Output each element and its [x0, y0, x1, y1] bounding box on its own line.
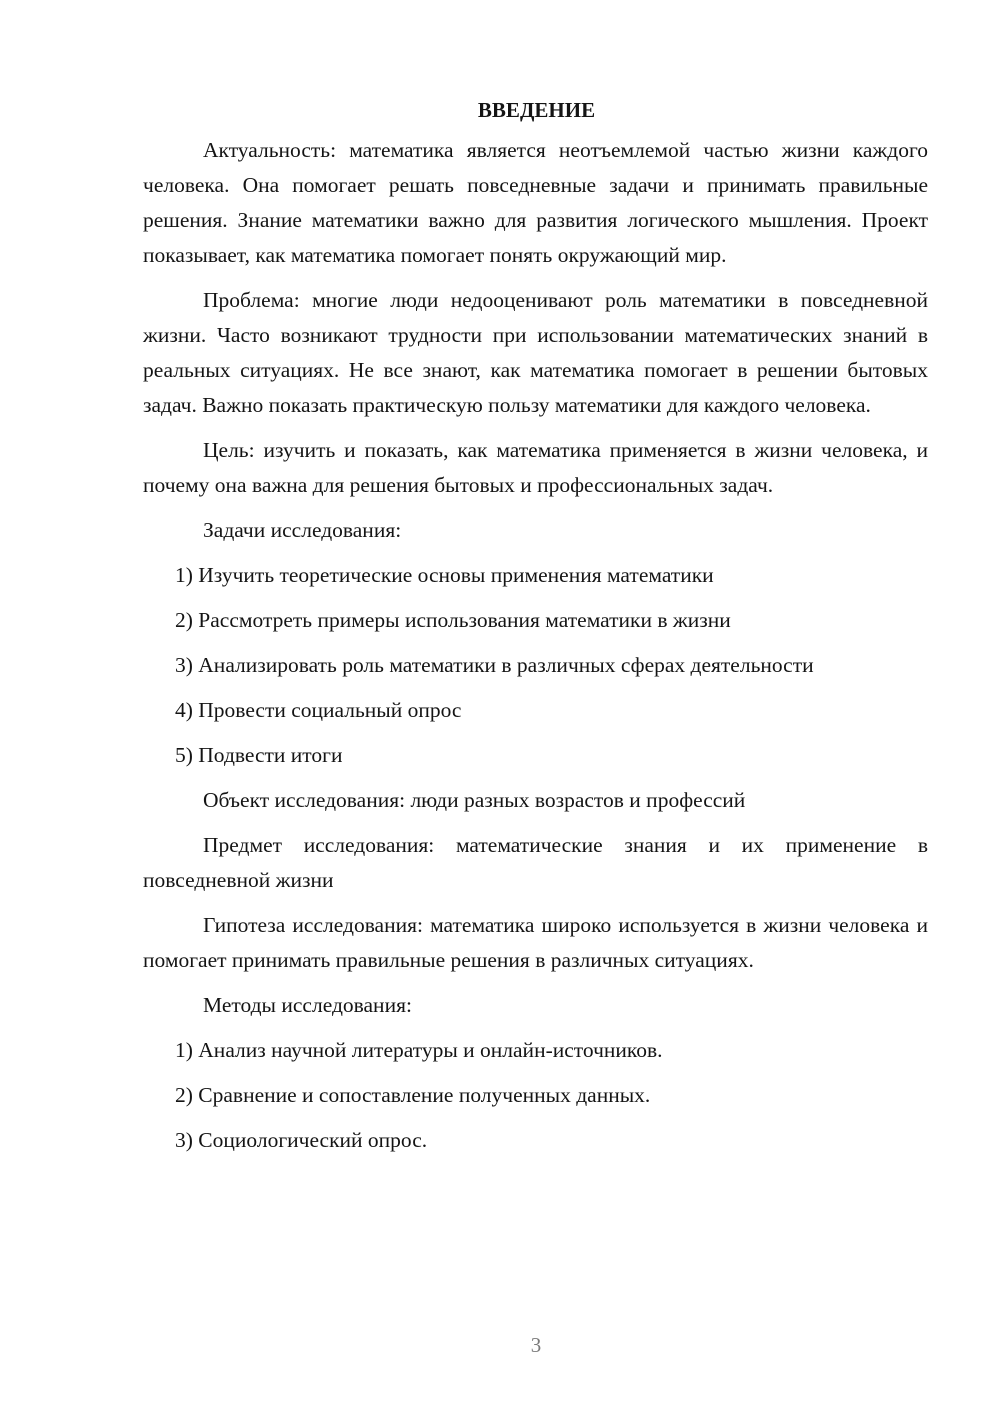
list-item: 2) Рассмотреть примеры использования математики в жизни: [175, 608, 731, 632]
list-item: 1) Анализ научной литературы и онлайн-источников.: [175, 1038, 663, 1062]
page-content: [143, 95, 928, 1168]
list-item: 1) Изучить теоретические основы применения математики: [175, 563, 714, 587]
list-item: 3) Социологический опрос.: [175, 1128, 428, 1152]
hypothesis-paragraph: Гипотеза исследования: математика широко используется в жизни человека и помогает принимать правильные решения в различных ситуациях.: [143, 913, 928, 972]
subject-paragraph: Предмет исследования: математические знания и их применение в повседневной жизни: [143, 833, 928, 892]
list-item: 3) Анализировать роль математики в различных сферах деятельности: [175, 653, 814, 677]
list-item: 5) Подвести итоги: [175, 743, 343, 767]
tasks-heading: Задачи исследования:: [203, 518, 402, 542]
page-number: 3: [530, 1333, 542, 1357]
tasks-list: [143, 558, 928, 773]
relevance-paragraph: Актуальность: математика является неотъемлемой частью жизни каждого человека. Она помогает решать повседневные задачи и принимать правильные решения. Знание математики важно для развития логического мышления. Проект показывает, как математика помогает понять окружающий мир.: [143, 138, 928, 267]
object-paragraph: Объект исследования: люди разных возрастов и профессий: [203, 788, 746, 812]
problem-paragraph: Проблема: многие люди недооценивают роль математики в повседневной жизни. Часто возникают трудности при использовании математических знаний в реальных ситуациях. Не все знают, как математика помогает в решении бытовых задач. Важно показать практическую пользу математики для каждого человека.: [143, 288, 928, 417]
methods-list: [143, 1033, 928, 1158]
list-item: 2) Сравнение и сопоставление полученных данных.: [175, 1083, 651, 1107]
methods-heading: Методы исследования:: [203, 993, 412, 1017]
goal-paragraph: Цель: изучить и показать, как математика применяется в жизни человека, и почему она важна для решения бытовых и профессиональных задач.: [143, 438, 928, 497]
list-item: 4) Провести социальный опрос: [175, 698, 462, 722]
page-title: ВВЕДЕНИЕ: [477, 98, 596, 122]
